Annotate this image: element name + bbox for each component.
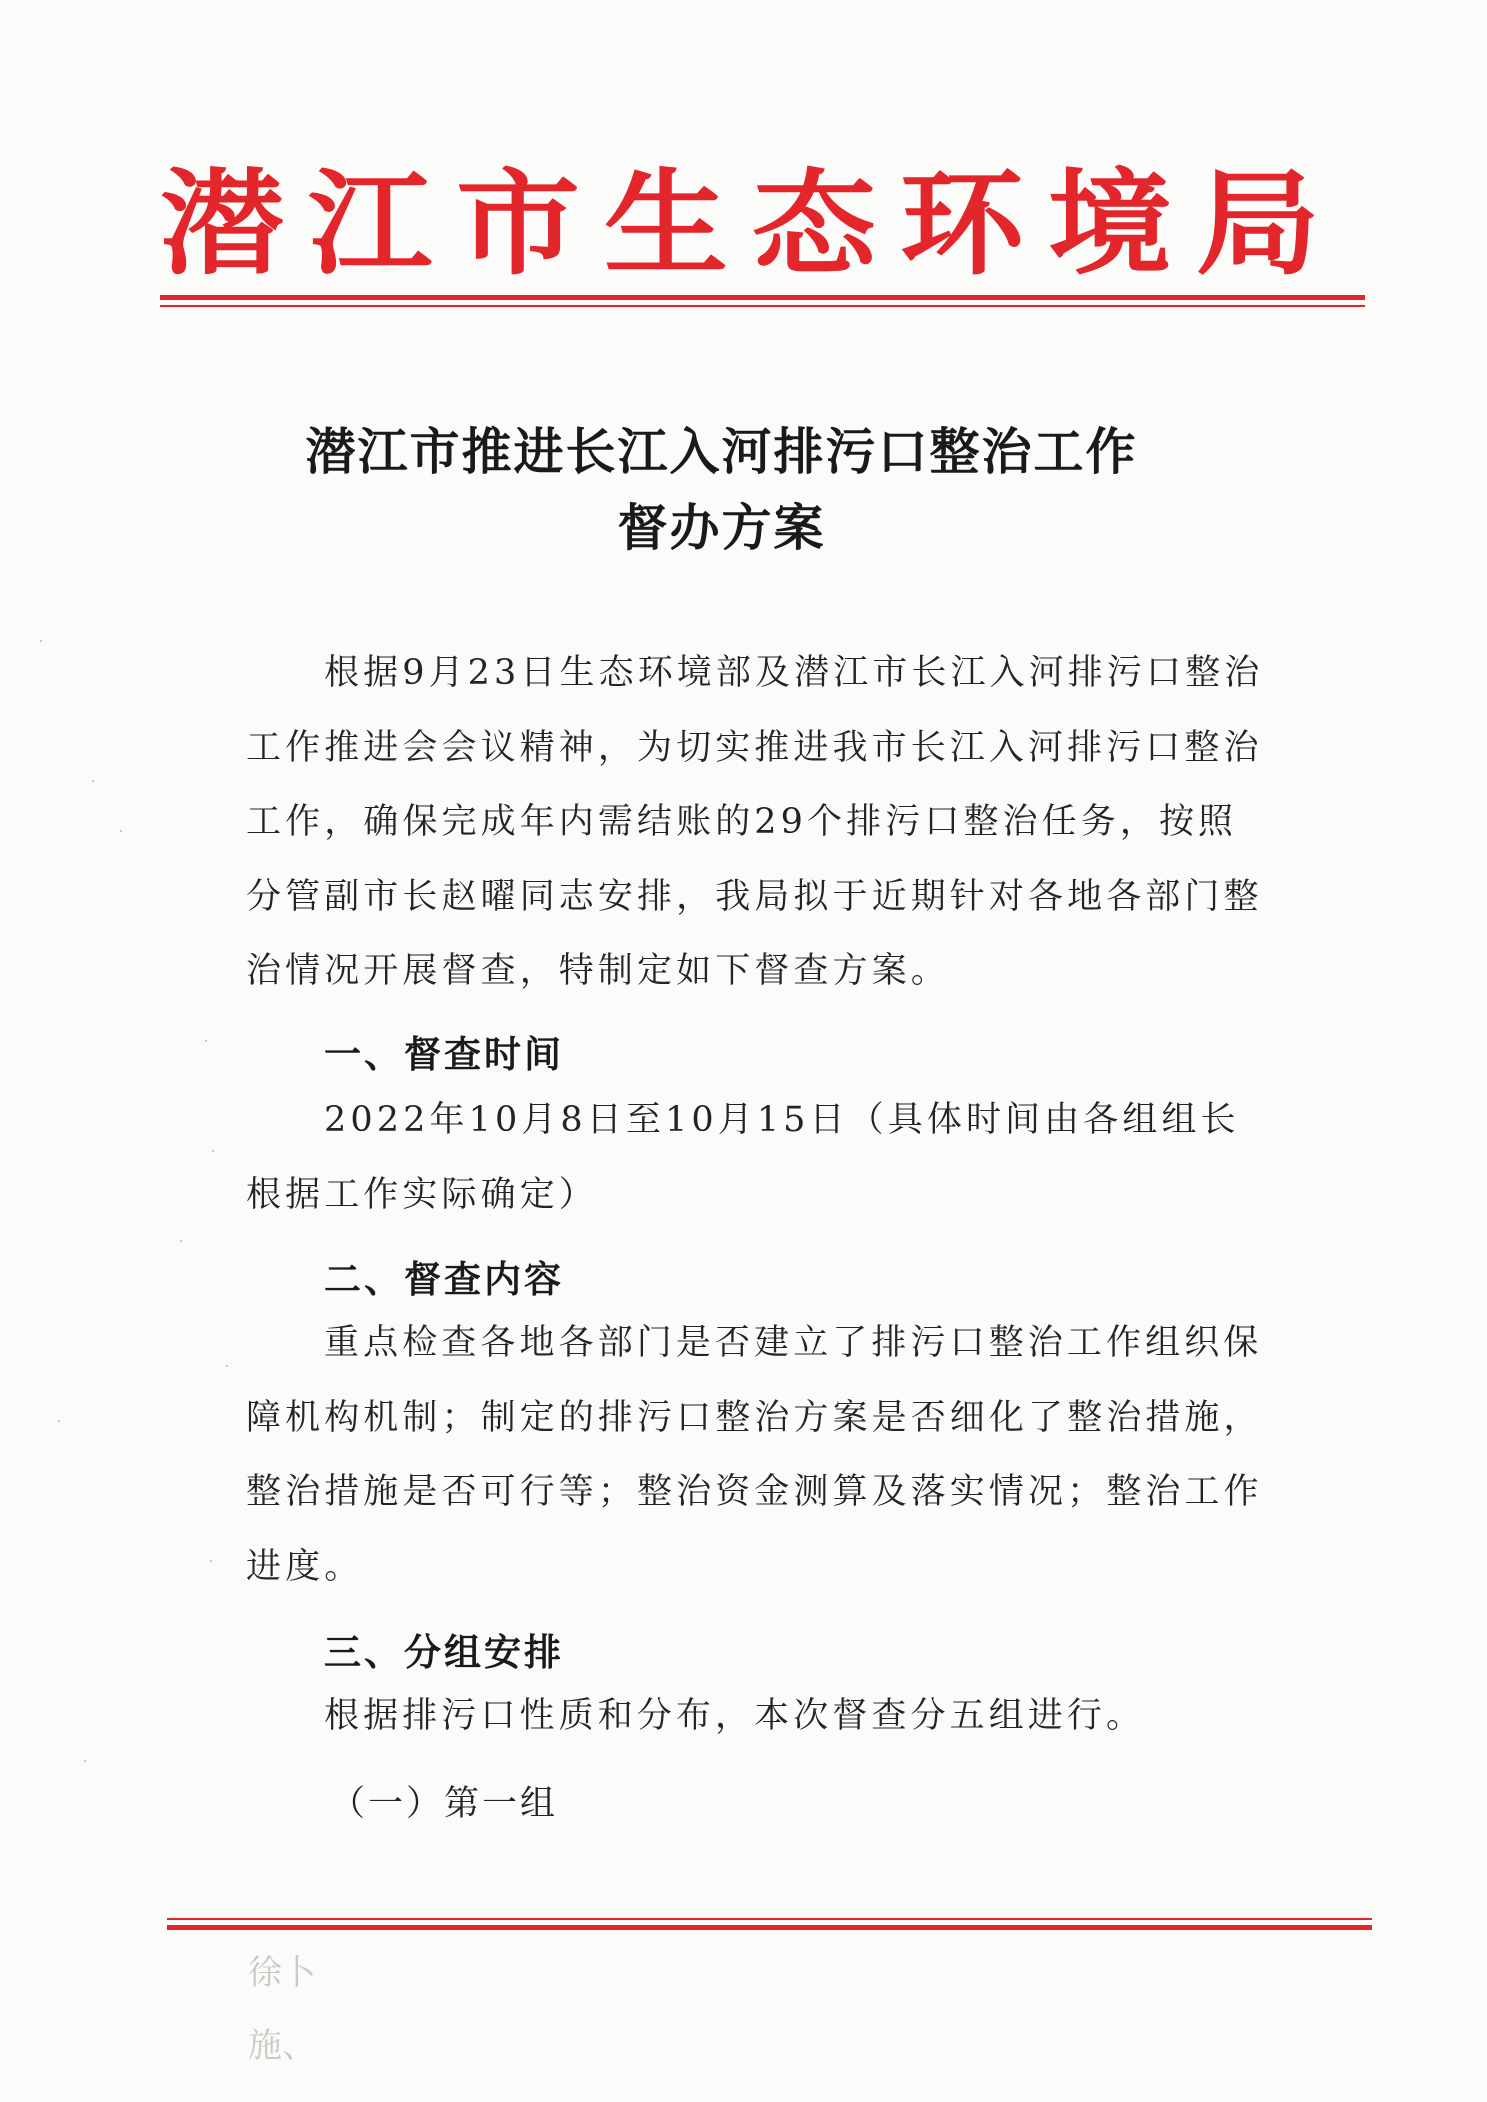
document-title: 潜江市推进长江入河排污口整治工作 [305,423,1138,481]
scan-speck [58,1420,60,1422]
scan-speck [120,830,122,832]
scan-speck [84,1760,86,1762]
section-body-content: 重点检查各地各部门是否建立了排污口整治工作组织保障机构机制；制定的排污口整治方案是否细化了整治措施，整治措施是否可行等；整治资金测算及落实情况；整治工作进度。 [246,1323,1263,1587]
scan-speck [40,640,42,642]
letterhead-char: 态 [751,158,876,292]
footer-divider-thick [167,1925,1372,1930]
bleed-through-text: 施、 [248,2026,316,2066]
letterhead-char: 江 [307,158,432,292]
letterhead-char: 潜 [160,158,285,292]
scan-speck [210,1560,212,1562]
letterhead-char: 境 [1047,158,1172,292]
section-body-time: 2022年10月8日至10月15日（具体时间由各组组长根据工作实际确定） [246,1100,1240,1215]
section-heading-time: 一、督查时间 [324,1033,564,1076]
section-heading-groups: 三、分组安排 [324,1631,564,1674]
letterhead-char: 市 [455,158,580,292]
section-body-groups: 根据排污口性质和分布，本次督查分五组进行。 [324,1696,1146,1736]
scan-speck [226,1365,228,1367]
letterhead [160,150,1320,300]
letterhead-char: 局 [1195,158,1320,292]
intro-paragraph: 根据9月23日生态环境部及潜江市长江入河排污口整治工作推进会会议精神，为切实推进我市长江入河排污口整治工作，确保完成年内需结账的29个排污口整治任务，按照分管副市长赵曜同志安排，我局拟于近期针对各地各部门整治情况开展督查，特制定如下督查方案。 [246,653,1264,991]
scan-speck [92,780,94,782]
group-one-heading: （一）第一组 [330,1784,559,1824]
letterhead-divider-thick [160,295,1365,300]
bleed-through-text: 徐卜 [248,1953,316,1993]
scan-speck [205,1040,207,1042]
letterhead-divider-thin [160,305,1365,307]
section-heading-content: 二、督查内容 [324,1258,564,1301]
scan-speck [212,1150,214,1152]
letterhead-char: 环 [899,158,1024,292]
document-title-subline: 督办方案 [617,499,826,557]
scan-speck [180,1240,182,1242]
letterhead-char: 生 [603,158,728,292]
footer-divider-thin [167,1918,1372,1920]
